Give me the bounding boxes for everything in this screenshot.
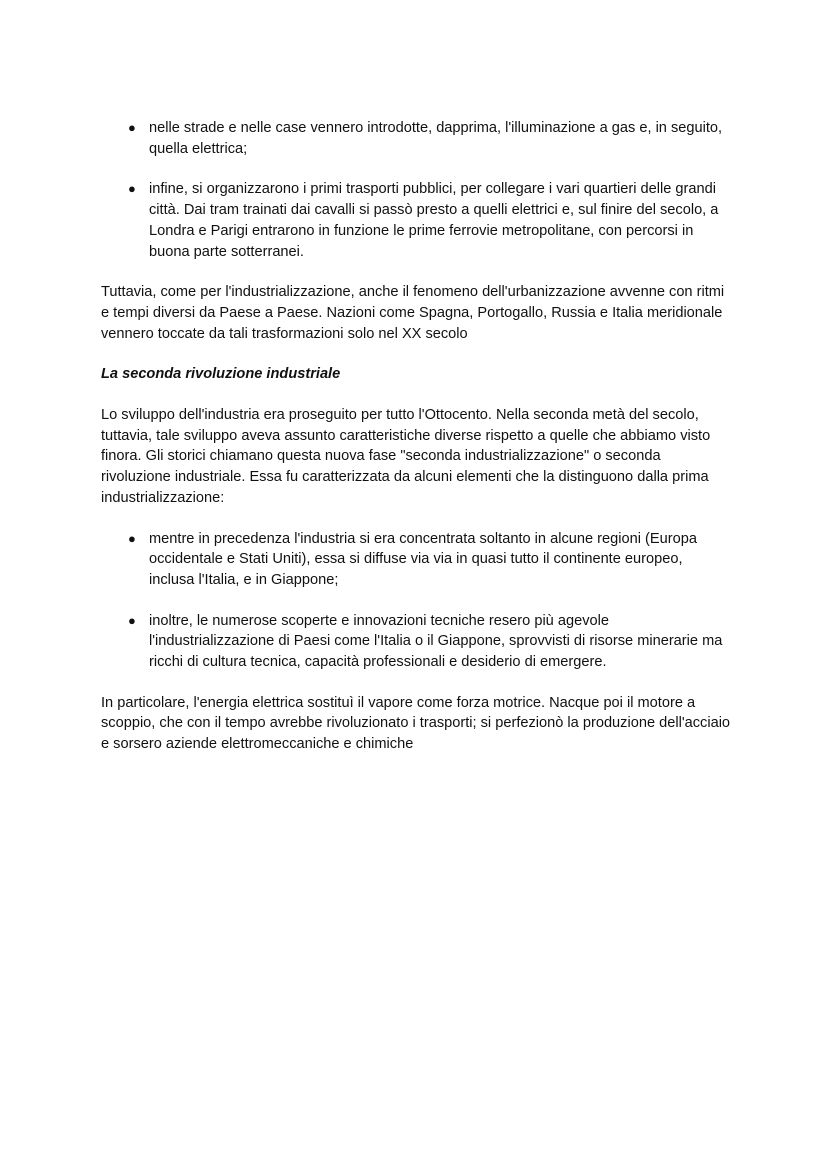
paragraph-urbanization-differences: Tuttavia, come per l'industrializzazione, anche il fenomeno dell'urbanizzazione avvenne con ritmi e tempi diversi da Paese a Paese. Nazioni come Spagna, Portogallo, Russia e Italia meridionale vennero toccate da tali trasformazioni solo nel XX secolo [101,284,725,342]
section-heading: La seconda rivoluzione industriale [101,366,341,383]
list-item [101,611,731,673]
bullet-icon: ● [128,120,136,135]
list-item-text: inoltre, le numerose scoperte e innovazioni tecniche resero più agevole l'industrializzazione di Paesi come l'Italia o il Giappone, sprovvisti di risorse minerarie ma ricchi di cultura tecnica, capacità professionali e desiderio di emergere. [149,612,723,671]
paragraph-second-industrialization: Lo sviluppo dell'industria era proseguito per tutto l'Ottocento. Nella seconda metà del secolo, tuttavia, tale sviluppo aveva assunto caratteristiche diverse rispetto a quelle che abbiamo visto finora. Gli storici chiamano questa nuova fase "seconda industrializzazione" o seconda rivoluzione industriale. Essa fu caratterizzata da alcuni elementi che la distinguono dalla prima industrializzazione: [101,407,711,506]
bullet-icon: ● [128,530,136,546]
list-item [101,529,731,591]
bullet-icon: ● [128,612,136,628]
list-item [101,118,731,159]
bullet-list-urbanization [101,118,731,262]
paragraph-electric-energy: In particolare, l'energia elettrica sostituì il vapore come forza motrice. Nacque poi il motore a scoppio, che con il tempo avrebbe rivoluzionato i trasporti; si perfezionò la produzione dell'acciaio e sorsero aziende elettromeccaniche e chimiche [101,694,731,753]
list-item [101,179,731,262]
list-item-text: nelle strade e nelle case vennero introdotte, dapprima, l'illuminazione a gas e, in seguito, quella elettrica; [149,120,723,157]
bullet-list-characteristics [101,529,731,673]
list-item-text: infine, si organizzarono i primi trasporti pubblici, per collegare i vari quartieri delle grandi città. Dai tram trainati dai cavalli si passò presto a quelli elettrici e, sul finire del secolo, a Londra e Parigi entrarono in funzione le prime ferrovie metropolitane, con percorsi in buona parte sotterranei. [149,181,719,260]
document-page [101,118,731,775]
bullet-icon: ● [128,181,136,197]
list-item-text: mentre in precedenza l'industria si era concentrata soltanto in alcune regioni (Europa occidentale e Stati Uniti), essa si diffuse via via in quasi tutto il continente europeo, inclusa l'Italia, e in Giappone; [149,530,697,588]
